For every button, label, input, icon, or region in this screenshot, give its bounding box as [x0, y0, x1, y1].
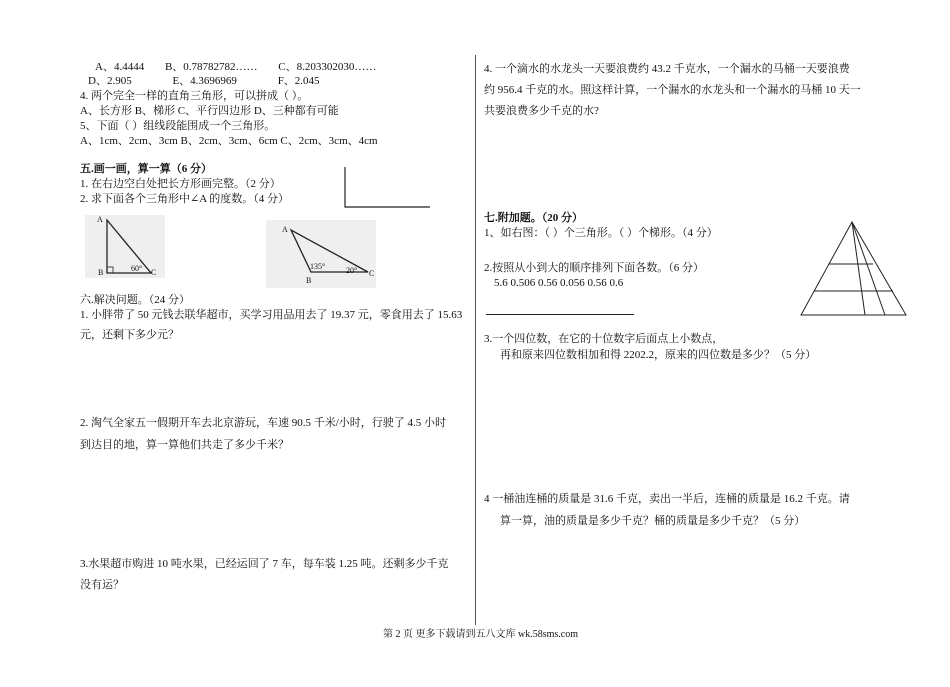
mc-option-c: C、8.203302030…… — [278, 61, 377, 73]
mc-options-row-1 — [95, 60, 376, 74]
section-5-question-2: 2. 求下面各个三角形中∠A 的度数。（4 分） — [80, 193, 290, 205]
page-footer: 第 2 页 更多下载请到五八文库 wk.58sms.com — [383, 629, 578, 640]
triangle-1-vertex-b: B — [98, 268, 104, 277]
column-divider — [475, 55, 476, 625]
section-7-title: 七.附加题。（20 分） — [484, 212, 583, 224]
partial-rectangle-figure — [340, 165, 435, 215]
section-7-question-4-line-2: 算一算，油的质量是多少千克？桶的质量是多少千克？（5 分） — [500, 515, 806, 527]
section-5-title: 五.画一画，算一算（6 分） — [80, 163, 212, 175]
mc-option-f: F、2.045 — [277, 75, 320, 87]
section-7-question-1: 1、如右图：（ ）个三角形。（ ）个梯形。（4 分） — [484, 227, 718, 239]
section-6-question-1-line-2: 元，还剩下多少元？ — [80, 329, 179, 341]
triangle-2-vertex-c: C — [369, 269, 375, 278]
answer-line — [486, 314, 634, 315]
triangle-2-angle-b: 135° — [310, 262, 326, 271]
mc-option-a: A、4.4444 — [95, 61, 145, 73]
section-6-question-2-line-1: 2. 淘气全家五一假期开车去北京游玩，车速 90.5 千米/小时，行驶了 4.5 小时 — [80, 417, 447, 429]
section-7-question-3-line-1: 3.一个四位数，在它的十位数字后面点上小数点， — [484, 333, 724, 345]
section-5-question-1: 1. 在右边空白处把长方形画完整。（2 分） — [80, 178, 281, 190]
right-question-4-line-2: 约 956.4 千克的水。照这样计算，一个漏水的水龙头和一个漏水的马桶 10 天一 — [484, 84, 861, 96]
mc-option-b: B、0.78782782…… — [164, 61, 258, 73]
section-6-title: 六.解决问题。（24 分） — [80, 294, 190, 306]
mc-option-d: D、2.905 — [88, 75, 132, 87]
triangle-2-angle-c: 20° — [346, 266, 358, 275]
section-6-question-3-line-1: 3.水果超市购进 10 吨水果，已经运回了 7 车，每车装 1.25 吨。还剩多少千克 — [80, 558, 449, 570]
section-6-question-1-line-1: 1. 小胖带了 50 元钱去联华超市，买学习用品用去了 19.37 元，零食用去了 15.63 — [80, 309, 463, 321]
section-6-question-3-line-2: 没有运？ — [80, 579, 124, 591]
question-5: 5、下面（ ）组线段能围成一个三角形。 — [80, 120, 276, 132]
triangle-figure-1 — [85, 215, 165, 278]
mc-option-e: E、4.3696969 — [172, 75, 237, 87]
mc-options-row-2 — [88, 74, 320, 88]
triangle-1-vertex-a: A — [97, 215, 103, 224]
triangle-1-angle: 60° — [131, 264, 143, 273]
question-5-options: A、1cm、2cm、3cm B、2cm、3cm、6cm C、2cm、3cm、4cm — [80, 135, 378, 147]
right-question-4-line-1: 4. 一个滴水的水龙头一天要浪费约 43.2 千克水，一个漏水的马桶一天要浪费 — [484, 63, 850, 75]
triangle-1-vertex-c: C — [151, 268, 157, 277]
triangle-2-vertex-b: B — [306, 276, 312, 285]
section-7-question-3-line-2: 再和原来四位数相加和得 2202.2，原来的四位数是多少？（5 分） — [500, 349, 817, 361]
triangle-figure-2 — [266, 220, 376, 288]
section-6-question-2-line-2: 到达目的地，算一算他们共走了多少千米？ — [80, 439, 289, 451]
triangle-counting-figure — [795, 218, 915, 320]
section-7-question-2: 2.按照从小到大的顺序排列下面各数。（6 分） — [484, 262, 704, 274]
question-4-options: A、长方形 B、梯形 C、平行四边形 D、三种都有可能 — [80, 105, 339, 117]
triangle-2-vertex-a: A — [282, 225, 288, 234]
number-list: 5.6 0.506 0.56 0.056 0.56 0.6 — [494, 277, 624, 289]
right-question-4-line-3: 共要浪费多少千克的水? — [484, 105, 599, 117]
section-7-question-4-line-1: 4 一桶油连桶的质量是 31.6 千克，卖出一半后，连桶的质量是 16.2 千克。请 — [484, 493, 850, 505]
question-4: 4. 两个完全一样的直角三角形，可以拼成（ ）。 — [80, 90, 309, 102]
